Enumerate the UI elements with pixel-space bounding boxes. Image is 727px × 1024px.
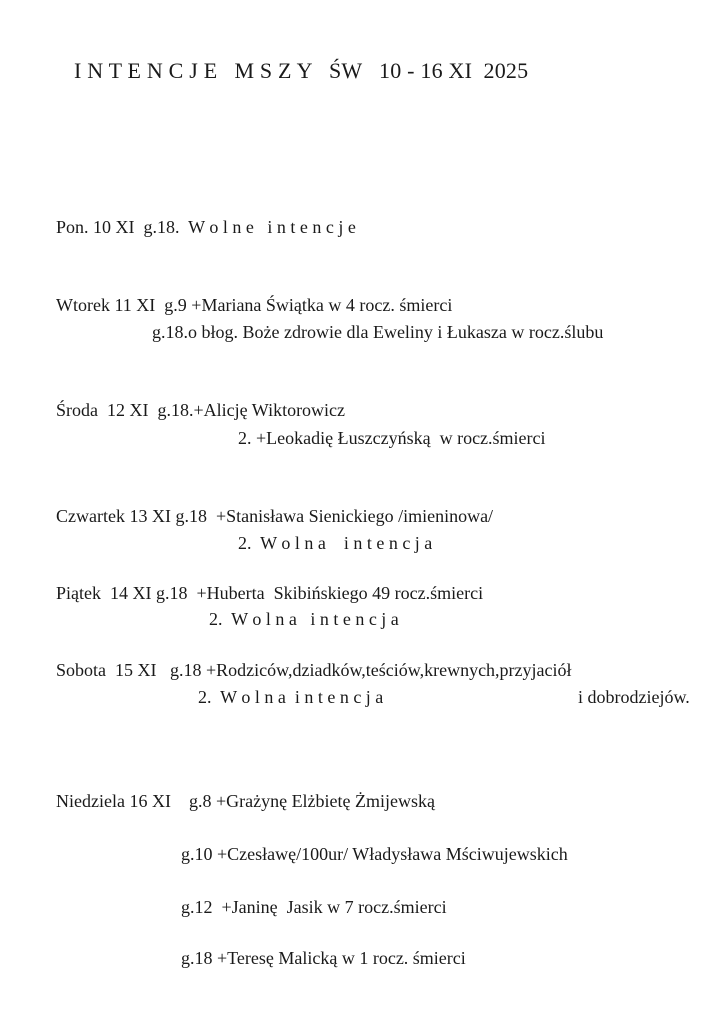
wednesday-line-2: 2. +Leokadię Łuszczyńską w rocz.śmierci: [238, 428, 546, 448]
sunday-line-3: g.12 +Janinę Jasik w 7 rocz.śmierci: [181, 897, 447, 917]
saturday-line-1: Sobota 15 XI g.18 +Rodziców,dziadków,teściów,krewnych,przyjaciół: [56, 660, 572, 680]
monday-line: Pon. 10 XI g.18. W o l n e i n t e n c j e: [56, 217, 356, 237]
tuesday-line-1: Wtorek 11 XI g.9 +Mariana Świątka w 4 rocz. śmierci: [56, 295, 453, 315]
thursday-line-2: 2. W o l n a i n t e n c j a: [238, 533, 433, 553]
saturday-line-2: 2. W o l n a i n t e n c j a: [198, 687, 384, 707]
friday-line-1: Piątek 14 XI g.18 +Huberta Skibińskiego 49 rocz.śmierci: [56, 583, 484, 603]
friday-line-2: 2. W o l n a i n t e n c j a: [209, 609, 399, 629]
thursday-line-1: Czwartek 13 XI g.18 +Stanisława Sienickiego /imieninowa/: [56, 506, 494, 526]
page-title: I N T E N C J E M S Z Y ŚW 10 - 16 XI 2025: [74, 58, 529, 83]
sunday-line-2: g.10 +Czesławę/100ur/ Władysława Mściwujewskich: [181, 844, 568, 864]
saturday-line-3: i dobrodziejów.: [578, 687, 690, 707]
wednesday-line-1: Środa 12 XI g.18.+Alicję Wiktorowicz: [56, 400, 346, 420]
sunday-line-1: Niedziela 16 XI g.8 +Grażynę Elżbietę Żmijewską: [56, 791, 436, 811]
tuesday-line-2: g.18.o błog. Boże zdrowie dla Eweliny i Łukasza w rocz.ślubu: [152, 322, 604, 342]
sunday-line-4: g.18 +Teresę Malicką w 1 rocz. śmierci: [181, 948, 466, 968]
